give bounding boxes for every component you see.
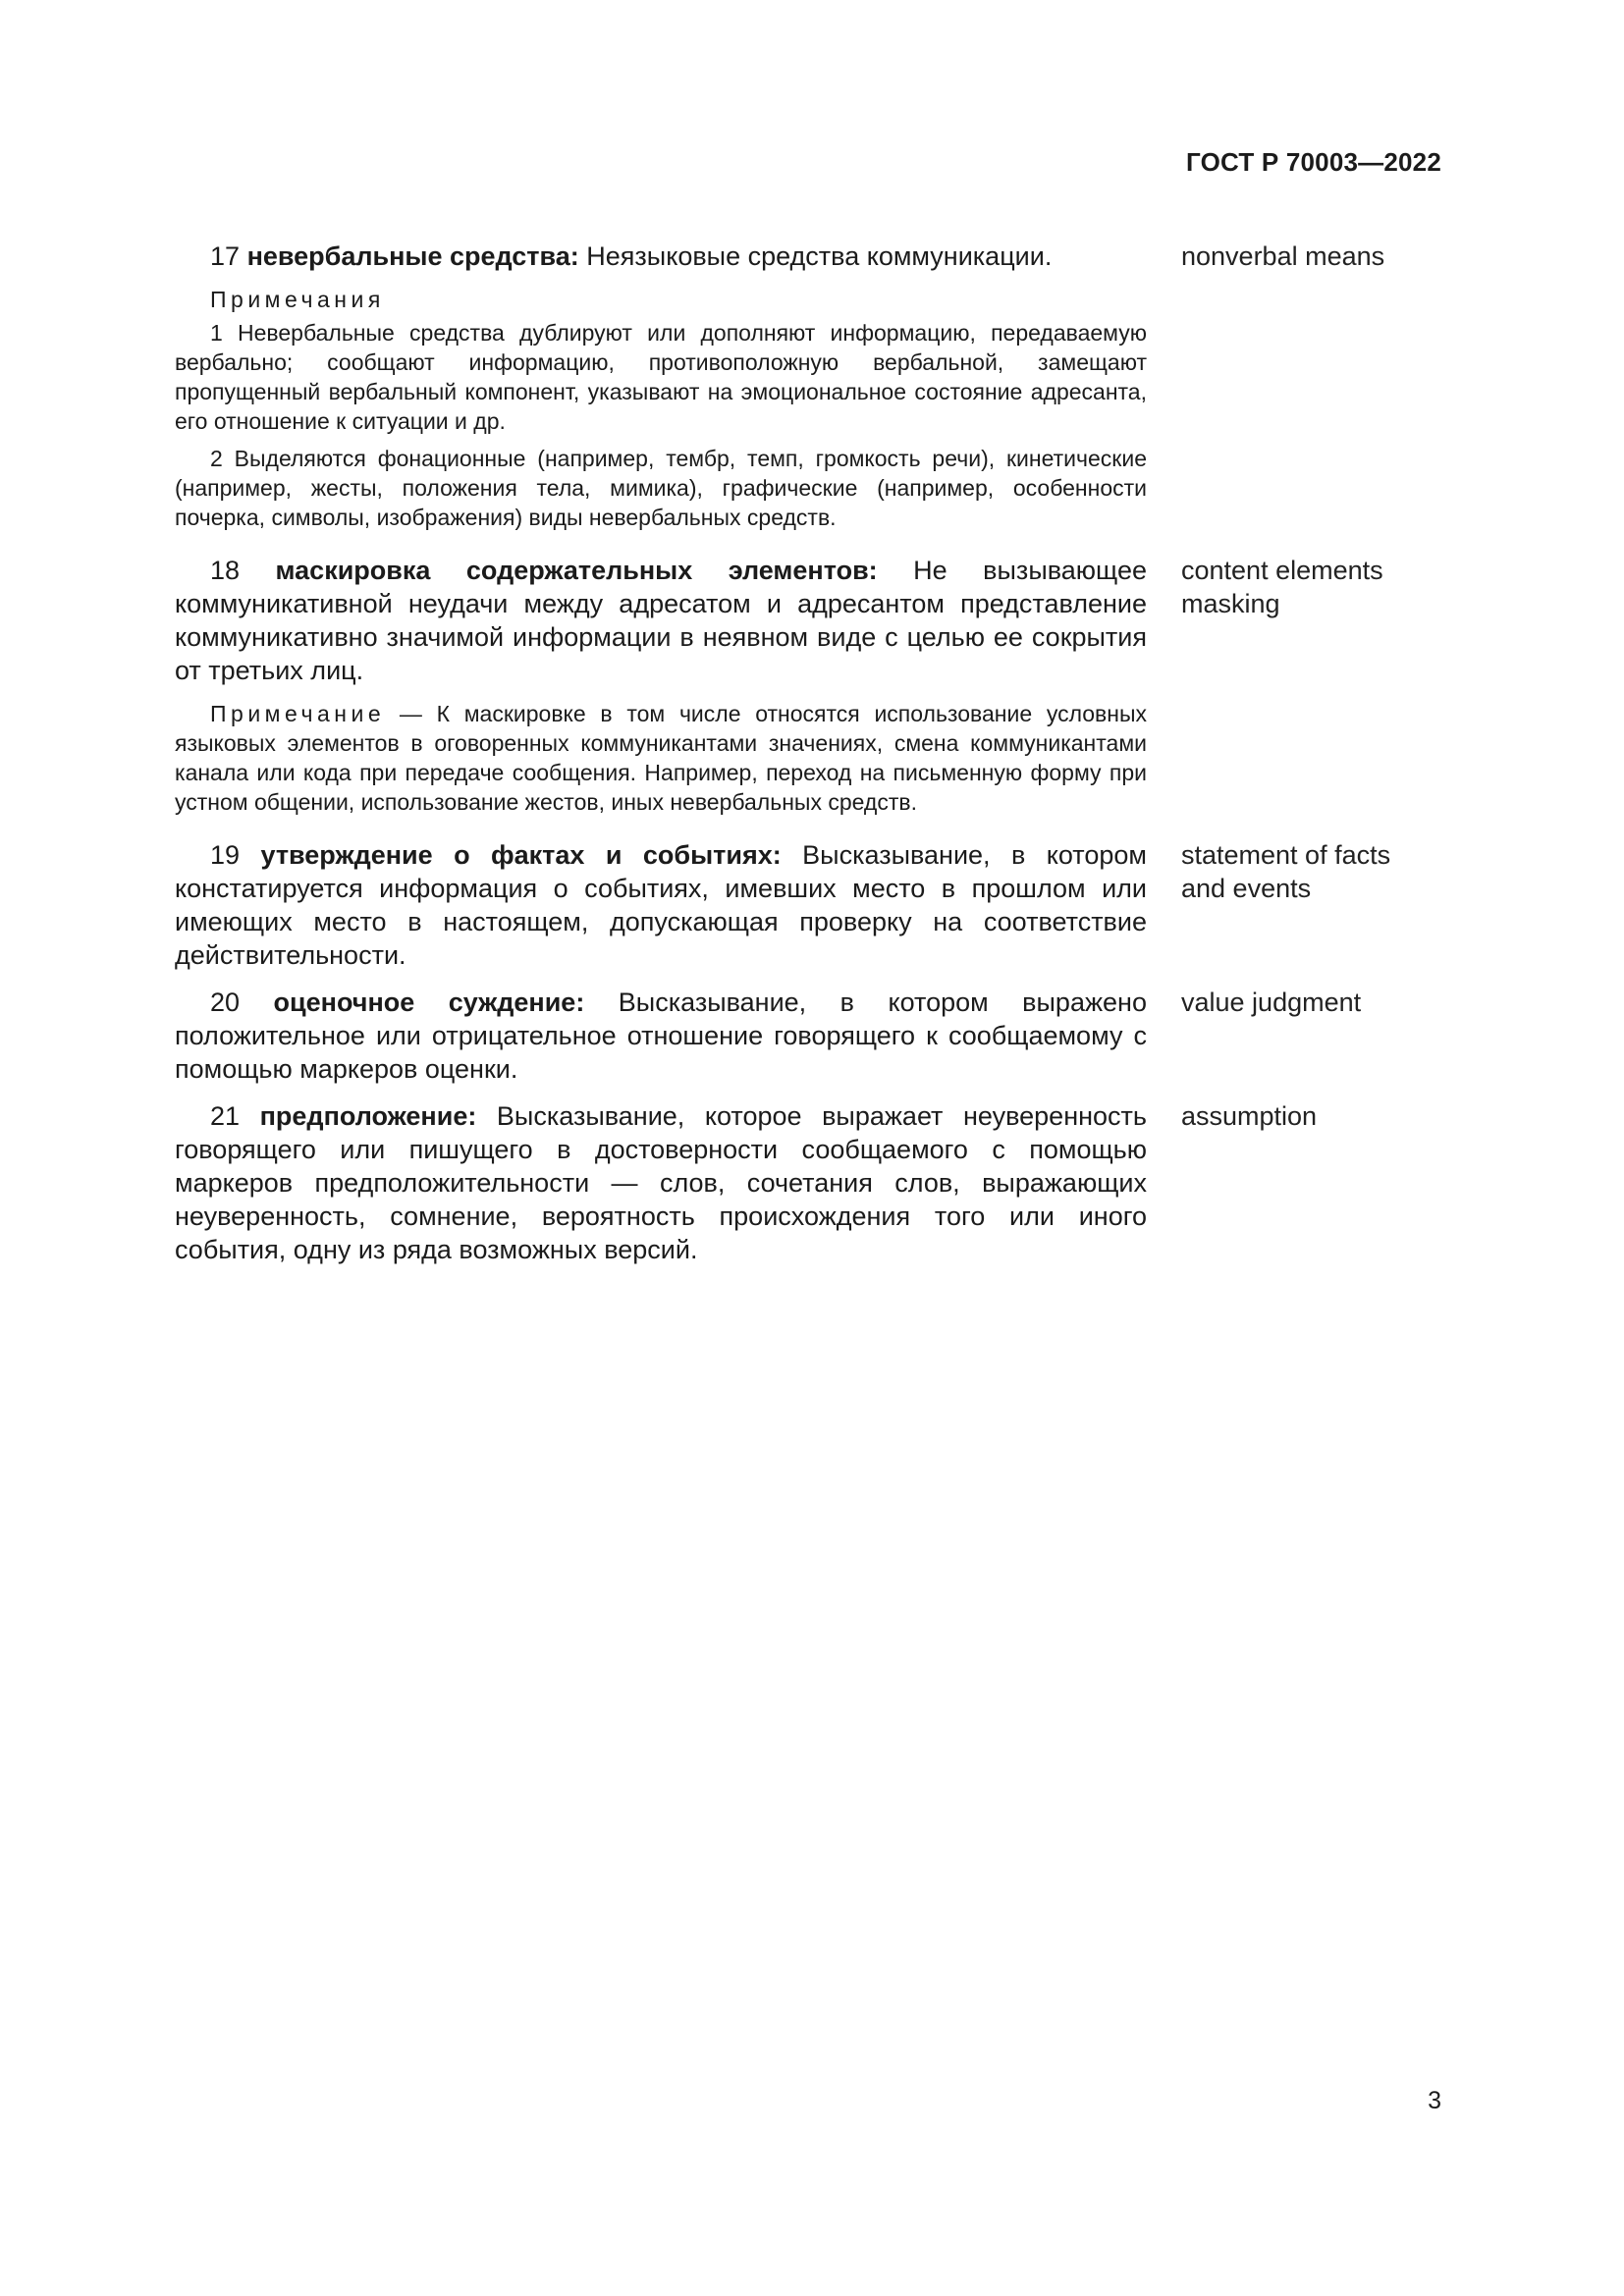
notes-block xyxy=(175,285,1147,532)
note-item xyxy=(175,699,1147,817)
term-definition-text: Высказывание, в котором выражено положительное или отрицательное отношение говорящего к сообщаемому с помощью маркеров оценки. xyxy=(175,988,1147,1084)
term-english: assumption xyxy=(1181,1101,1318,1131)
term-entry-21 xyxy=(175,1099,1441,1266)
term-definition-text: Высказывание, в котором констатируется информация о событиях, имевших место в прошлом или имеющих место в настоящем, допускающая проверку на соответствие действительности. xyxy=(175,840,1147,970)
term-entry-20 xyxy=(175,986,1441,1086)
term-definition-text: Высказывание, которое выражает неуверенность говорящего или пишущего в достоверности сообщаемого с помощью маркеров предположительности — слов, сочетания слов, выражающих неуверенность, сомнение, вероятность происхождения того или иного события, одну из ряда возможных версий. xyxy=(175,1101,1147,1264)
term-definition xyxy=(175,554,1147,687)
notes-block xyxy=(175,699,1147,817)
note-item: 1 Невербальные средства дублируют или дополняют информацию, передаваемую вербально; сообщают информацию, противоположную вербальной, замещают пропущенный вербальный компонент, указывают на эмоциональное состояние адресанта, его отношение к ситуации и др. xyxy=(175,320,1147,434)
term-english: nonverbal means xyxy=(1181,241,1385,271)
term-name: оценочное суждение: xyxy=(273,988,585,1017)
term-name: маскировка содержательных элементов: xyxy=(275,556,878,585)
term-english: statement of facts and events xyxy=(1181,840,1391,903)
term-definition xyxy=(175,838,1147,972)
document-code: ГОСТ Р 70003—2022 xyxy=(1186,147,1441,177)
terms-list xyxy=(175,240,1441,1280)
term-number: 20 xyxy=(210,988,241,1017)
term-name: утверждение о фактах и событиях: xyxy=(260,840,782,870)
term-definition xyxy=(175,240,1147,273)
term-number: 18 xyxy=(210,556,241,585)
term-number: 19 xyxy=(210,840,241,870)
term-entry-18 xyxy=(175,554,1441,825)
term-name: предположение: xyxy=(259,1101,477,1131)
note-item: 2 Выделяются фонационные (например, тембр, темп, громкость речи), кинетические (например, жесты, положения тела, мимика), графические (например, особенности почерка, символы, изображения) виды невербальных средств. xyxy=(175,446,1147,530)
term-entry-19 xyxy=(175,838,1441,972)
notes-title: Примечания xyxy=(210,287,385,312)
term-number: 21 xyxy=(210,1101,241,1131)
term-english: content elements masking xyxy=(1181,556,1383,618)
term-entry-17 xyxy=(175,240,1441,540)
page-number: 3 xyxy=(1428,2087,1441,2114)
note-text: — К маскировке в том числе относятся использование условных языковых элементов в оговоренных коммуникантами значениях, смена коммуникантами канала или кода при передаче сообщения. Например, переход на письменную форму при устном общении, использование жестов, иных невербальных средств. xyxy=(175,701,1147,815)
term-definition xyxy=(175,986,1147,1086)
note-label: Примечание xyxy=(210,701,386,726)
term-definition-text: Не вызывающее коммуникативной неудачи между адресатом и адресантом представление коммуникативно значимой информации в неявном виде с целью ее сокрытия от третьих лиц. xyxy=(175,556,1147,685)
term-english: value judgment xyxy=(1181,988,1362,1017)
term-name: невербальные средства: xyxy=(246,241,579,271)
term-definition xyxy=(175,1099,1147,1266)
term-number: 17 xyxy=(210,241,241,271)
term-definition-text: Неязыковые средства коммуникации. xyxy=(586,241,1053,271)
